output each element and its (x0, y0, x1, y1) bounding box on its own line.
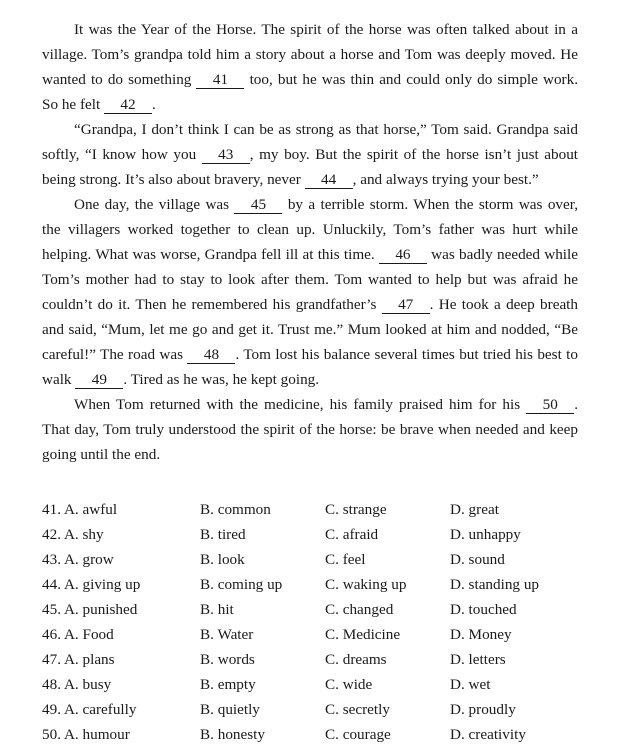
option-b: B. quietly (200, 701, 260, 718)
blank-46: 46 (379, 246, 427, 264)
question-row (42, 697, 602, 722)
question-row (42, 647, 602, 672)
option-a: 42. A. shy (42, 526, 104, 543)
option-d: D. Money (450, 626, 512, 643)
option-a: 45. A. punished (42, 601, 138, 618)
option-b: B. tired (200, 526, 246, 543)
blank-45: 45 (234, 196, 282, 214)
question-row (42, 622, 602, 647)
option-b: B. common (200, 501, 271, 518)
option-b: B. Water (200, 626, 254, 643)
option-c: C. dreams (325, 651, 387, 668)
option-d: D. unhappy (450, 526, 521, 543)
question-row (42, 497, 602, 522)
option-c: C. Medicine (325, 626, 401, 643)
option-d: D. sound (450, 551, 505, 568)
option-b: B. look (200, 551, 245, 568)
paragraph-1: It was the Year of the Horse. The spirit of the horse was often talked about in a village. Tom’s grandpa told him a story about a horse and Tom was deeply moved. He wanted to do something 41 too, but he was thin and could only do simple work. So he felt 42 . (42, 21, 578, 113)
question-row (42, 722, 602, 747)
question-row (42, 672, 602, 697)
option-c: C. secretly (325, 701, 390, 718)
option-b: B. empty (200, 676, 256, 693)
option-c: C. changed (325, 601, 394, 618)
blank-48: 48 (187, 346, 235, 364)
option-a: 49. A. carefully (42, 701, 137, 718)
option-a: 41. A. awful (42, 501, 118, 518)
option-c: C. wide (325, 676, 373, 693)
option-d: D. great (450, 501, 499, 518)
option-d: D. touched (450, 601, 517, 618)
option-b: B. words (200, 651, 255, 668)
question-row (42, 572, 602, 597)
option-a: 47. A. plans (42, 651, 115, 668)
cloze-passage (42, 17, 578, 467)
blank-43: 43 (202, 146, 250, 164)
option-d: D. letters (450, 651, 506, 668)
blank-50: 50 (526, 396, 574, 414)
option-b: B. hit (200, 601, 234, 618)
option-d: D. creativity (450, 726, 526, 743)
option-c: C. waking up (325, 576, 407, 593)
blank-44: 44 (305, 171, 353, 189)
option-a: 43. A. grow (42, 551, 114, 568)
option-a: 44. A. giving up (42, 576, 141, 593)
paragraph-2: “Grandpa, I don’t think I can be as strong as that horse,” Tom said. Grandpa said softly, “I know how you 43 , my boy. But the spirit of the horse isn’t just about being strong. It’s also about bravery, never 44 , and always trying your best.” (42, 121, 579, 188)
question-row (42, 547, 602, 572)
answer-options (42, 497, 602, 747)
option-d: D. proudly (450, 701, 516, 718)
option-c: C. feel (325, 551, 366, 568)
option-d: D. wet (450, 676, 491, 693)
option-a: 46. A. Food (42, 626, 114, 643)
option-b: B. coming up (200, 576, 283, 593)
question-row (42, 522, 602, 547)
blank-41: 41 (196, 71, 244, 89)
option-c: C. courage (325, 726, 391, 743)
option-a: 48. A. busy (42, 676, 112, 693)
paragraph-3: One day, the village was 45 by a terrible storm. When the storm was over, the villagers worked together to clean up. Unluckily, Tom’s father was hurt while helping. What was worse, Grandpa fell ill at this time. 46 was badly needed while Tom’s mother had to stay to look after them. Tom wanted to help but was afraid he couldn’t do it. Then he remembered his grandfather’s 47 . He took a deep breath and said, “Mum, let me go and get it. Trust me.” Mum looked at him and nodded, “Be careful!” The road was 48 . Tom lost his balance several times but tried his best to walk 49 . Tired as he was, he kept going. (42, 196, 578, 388)
blank-49: 49 (75, 371, 123, 389)
option-b: B. honesty (200, 726, 265, 743)
option-a: 50. A. humour (42, 726, 130, 743)
option-c: C. afraid (325, 526, 379, 543)
option-d: D. standing up (450, 576, 540, 593)
paragraph-4: When Tom returned with the medicine, his family praised him for his 50 . That day, Tom truly understood the spirit of the horse: be brave when needed and keep going until the end. (42, 396, 578, 463)
option-c: C. strange (325, 501, 387, 518)
blank-47: 47 (382, 296, 430, 314)
question-row (42, 597, 602, 622)
blank-42: 42 (104, 96, 152, 114)
